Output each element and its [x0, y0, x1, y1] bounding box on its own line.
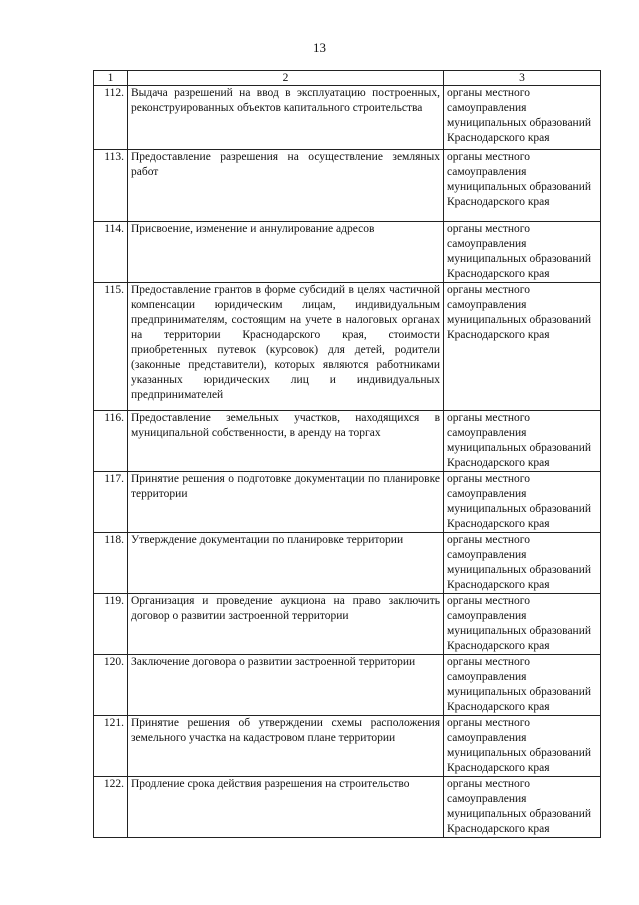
responsible-organization: органы местного самоуправления муниципальных образований Краснодарского края	[444, 655, 601, 716]
responsible-organization: органы местного самоуправления муниципальных образований Краснодарского края	[444, 283, 601, 411]
row-number: 114.	[94, 222, 128, 283]
row-number: 121.	[94, 716, 128, 777]
table-row	[94, 594, 601, 655]
responsible-organization: органы местного самоуправления муниципальных образований Краснодарского края	[444, 150, 601, 222]
row-number: 112.	[94, 86, 128, 150]
service-description: Принятие решения об утверждении схемы расположения земельного участка на кадастровом плане территории	[128, 716, 444, 777]
responsible-organization: органы местного самоуправления муниципальных образований Краснодарского края	[444, 594, 601, 655]
responsible-organization: органы местного самоуправления муниципальных образований Краснодарского края	[444, 86, 601, 150]
service-description: Предоставление разрешения на осуществление земляных работ	[128, 150, 444, 222]
responsible-organization: органы местного самоуправления муниципальных образований Краснодарского края	[444, 533, 601, 594]
table-row	[94, 533, 601, 594]
service-description: Продление срока действия разрешения на строительство	[128, 777, 444, 838]
responsible-organization: органы местного самоуправления муниципальных образований Краснодарского края	[444, 222, 601, 283]
table-row	[94, 716, 601, 777]
table-row	[94, 150, 601, 222]
row-number: 116.	[94, 411, 128, 472]
service-description: Присвоение, изменение и аннулирование адресов	[128, 222, 444, 283]
service-description: Заключение договора о развитии застроенной территории	[128, 655, 444, 716]
service-description: Предоставление грантов в форме субсидий в целях частичной компенсации юридическим лицам, индивидуальным предпринимателям, состоящим на учете в налоговых органах на территории Краснодарского края, стоимости приобретенных путевок (курсовок) для детей, родители (законные представители), которых являются работниками указанных юридических лиц и индивидуальных предпринимателей	[128, 283, 444, 411]
row-number: 119.	[94, 594, 128, 655]
row-number: 118.	[94, 533, 128, 594]
page-number: 13	[313, 40, 326, 55]
services-table	[93, 70, 601, 838]
table-row	[94, 86, 601, 150]
table-row	[94, 283, 601, 411]
header-col-1: 1	[94, 71, 128, 86]
responsible-organization: органы местного самоуправления муниципальных образований Краснодарского края	[444, 472, 601, 533]
header-col-3: 3	[444, 71, 601, 86]
table-row	[94, 411, 601, 472]
row-number: 120.	[94, 655, 128, 716]
responsible-organization: органы местного самоуправления муниципальных образований Краснодарского края	[444, 777, 601, 838]
table-row	[94, 655, 601, 716]
row-number: 113.	[94, 150, 128, 222]
table-header-row	[94, 71, 601, 86]
table-row	[94, 222, 601, 283]
service-description: Организация и проведение аукциона на право заключить договор о развитии застроенной территории	[128, 594, 444, 655]
header-col-2: 2	[128, 71, 444, 86]
service-description: Выдача разрешений на ввод в эксплуатацию построенных, реконструированных объектов капитального строительства	[128, 86, 444, 150]
responsible-organization: органы местного самоуправления муниципальных образований Краснодарского края	[444, 411, 601, 472]
service-description: Принятие решения о подготовке документации по планировке территории	[128, 472, 444, 533]
table-row	[94, 472, 601, 533]
row-number: 115.	[94, 283, 128, 411]
service-description: Предоставление земельных участков, находящихся в муниципальной собственности, в аренду на торгах	[128, 411, 444, 472]
responsible-organization: органы местного самоуправления муниципальных образований Краснодарского края	[444, 716, 601, 777]
table-row	[94, 777, 601, 838]
service-description: Утверждение документации по планировке территории	[128, 533, 444, 594]
row-number: 122.	[94, 777, 128, 838]
row-number: 117.	[94, 472, 128, 533]
